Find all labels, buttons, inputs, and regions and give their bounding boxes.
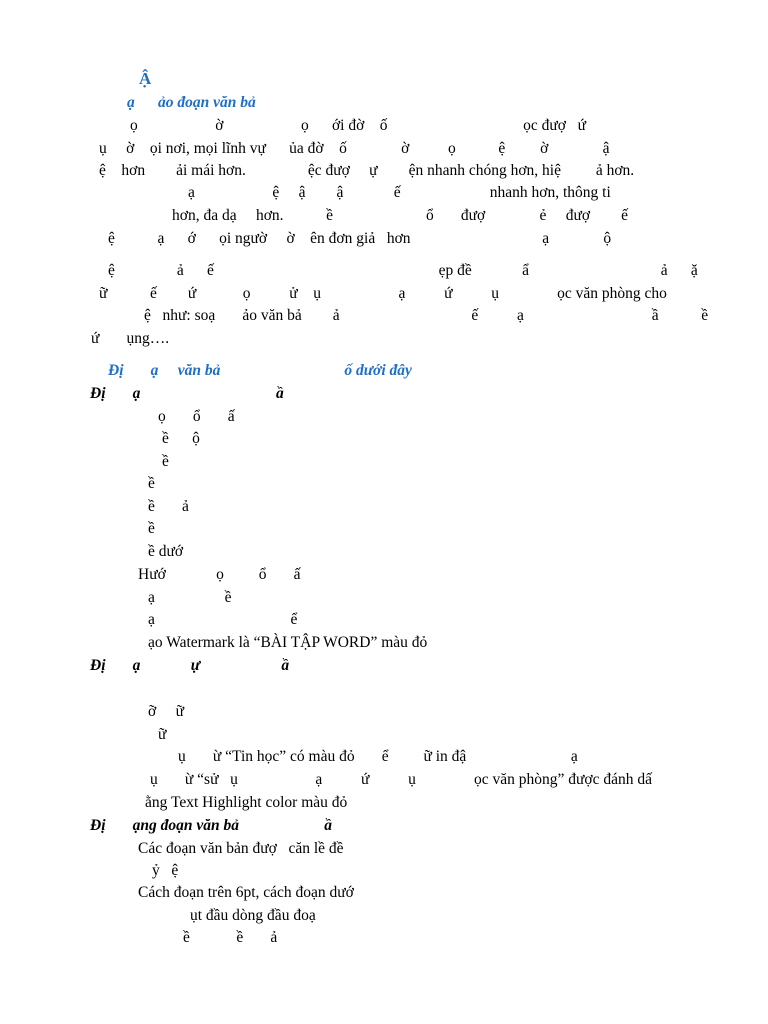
section2-heading: Đị ạ văn bả ố dưới đây bbox=[108, 362, 412, 379]
list-item: ỡ ữ bbox=[148, 703, 184, 720]
list-item: ề ề ả bbox=[183, 929, 278, 946]
paragraph1-line: ệ ạ ớ ọi ngườ ờ ên đơn giả hơn ạ ộ bbox=[108, 230, 612, 247]
paragraph2-line: ệ ả ế ẹp đề ẩ ả ặ bbox=[108, 262, 698, 279]
paragraph2-line: ệ như: soạ ảo văn bả ả ế ạ ầ ề bbox=[144, 307, 709, 324]
subsection2-heading: Đị ạ ự ầ bbox=[90, 657, 290, 674]
list-item: ề bbox=[148, 475, 155, 492]
list-item: ề ộ bbox=[162, 430, 200, 447]
list-item: ạo Watermark là “BÀI TẬP WORD” màu đỏ bbox=[148, 634, 428, 651]
list-item: ụt đầu dòng đầu đoạ bbox=[190, 907, 316, 924]
paragraph2-line: ứ ụng…. bbox=[91, 330, 170, 347]
subsection1-heading: Đị ạ ầ bbox=[90, 385, 284, 402]
section1-heading: ạ ảo đoạn văn bả bbox=[127, 94, 256, 111]
paragraph1-line: ụ ờ ọi nơi, mọi lĩnh vự ủa đờ ố ờ ọ ệ ờ ậ bbox=[99, 140, 610, 157]
list-item: ằng Text Highlight color màu đỏ bbox=[145, 794, 348, 811]
subsection3-heading: Đị ạng đoạn văn bả ầ bbox=[90, 817, 332, 834]
list-item: ọ ổ ấ bbox=[158, 408, 235, 425]
document-title: Ậ bbox=[139, 69, 152, 88]
paragraph1-line: ệ hơn ải mái hơn. ệc đượ ự ện nhanh chóng hơn, hiệ ả hơn. bbox=[99, 162, 635, 179]
list-item: ỷ ệ bbox=[152, 862, 179, 879]
list-item: Các đoạn văn bản đượ căn lề đề bbox=[138, 840, 344, 857]
list-item: ụ ừ “sử ụ ạ ứ ụ ọc văn phòng” được đánh dấ bbox=[150, 771, 652, 788]
list-item: ữ bbox=[158, 726, 167, 743]
paragraph2-line: ữ ế ứ ọ ử ụ ạ ứ ụ ọc văn phòng cho bbox=[99, 285, 667, 302]
list-item: ạ ể bbox=[148, 611, 298, 628]
paragraph1-line: ạ ệ ậ ậ ế nhanh hơn, thông ti bbox=[188, 184, 611, 201]
paragraph1-line: hơn, đa dạ hơn. ề ổ đượ ẻ đượ ế bbox=[172, 207, 628, 224]
list-item: ề bbox=[162, 453, 169, 470]
list-item: ề bbox=[148, 520, 155, 537]
list-item: ề dướ bbox=[148, 543, 184, 560]
list-item: ạ ề bbox=[148, 589, 232, 606]
list-item: Cách đoạn trên 6pt, cách đoạn dướ bbox=[138, 884, 354, 901]
paragraph1-line: ọ ờ ọ ới đờ ố ọc đượ ứ bbox=[130, 117, 587, 134]
list-item: ề ả bbox=[148, 498, 189, 515]
list-item: Hướ ọ ổ ấ bbox=[138, 566, 301, 583]
list-item: ụ ừ “Tin học” có màu đỏ ể ữ in đậ ạ bbox=[178, 748, 578, 765]
